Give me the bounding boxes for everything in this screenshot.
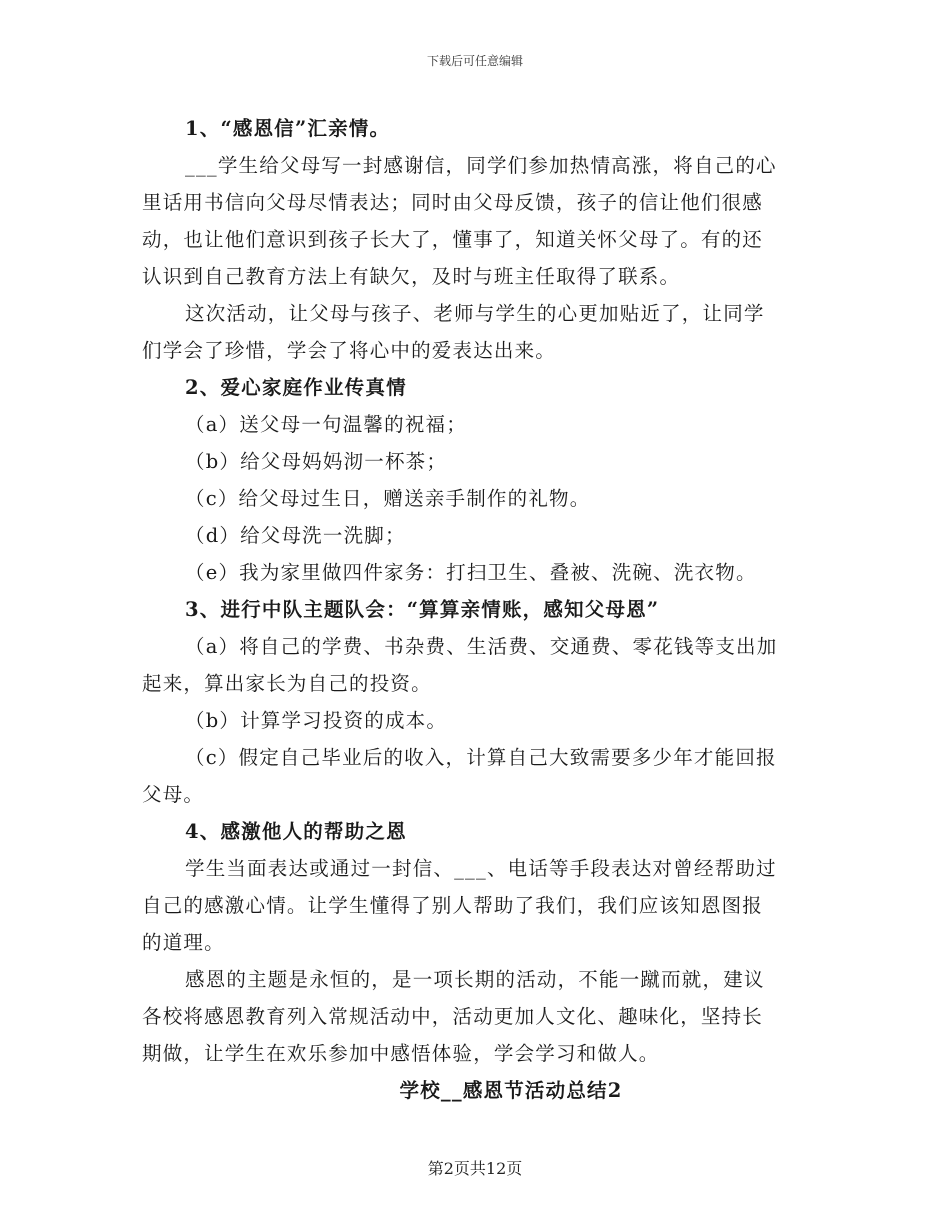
paragraph-line: 期做，让学生在欢乐参加中感悟体验，学会学习和做人。 (142, 1042, 660, 1065)
section-title: 学校__感恩节活动总结2 (399, 1079, 623, 1102)
paragraph-line: 的道理。 (142, 931, 225, 954)
paragraph-line: 感恩的主题是永恒的，是一项长期的活动，不能一蹴而就，建议 (185, 968, 765, 991)
paragraph-line: 们学会了珍惜，学会了将心中的爱表达出来。 (142, 339, 557, 362)
paragraph-line: 这次活动，让父母与孩子、老师与学生的心更加贴近了，让同学 (185, 302, 765, 325)
paragraph-line: （a）送父母一句温馨的祝福； (185, 413, 467, 436)
paragraph-line: （c）给父母过生日，赠送亲手制作的礼物。 (185, 487, 591, 510)
page-number-footer: 第2页共12页 (427, 1159, 523, 1178)
paragraph-line: 各校将感恩教育列入常规活动中，活动更加人文化、趣味化，坚持长 (142, 1005, 764, 1028)
paragraph-line: 里话用书信向父母尽情表达；同时由父母反馈，孩子的信让他们很感 (142, 191, 764, 214)
section-heading: 1、“感恩信”汇亲情。 (185, 117, 391, 140)
paragraph-line: （b）计算学习投资的成本。 (185, 709, 448, 732)
paragraph-line: 认识到自己教育方法上有缺欠，及时与班主任取得了联系。 (142, 265, 681, 288)
paragraph-line: （c）假定自己毕业后的收入，计算自己大致需要多少年才能回报 (185, 746, 777, 769)
header-note: 下载后可任意编辑 (426, 54, 523, 68)
paragraph-line: （a）将自己的学费、书杂费、生活费、交通费、零花钱等支出加 (185, 635, 778, 658)
section-heading: 3、进行中队主题队会：“算算亲情账，感知父母恩” (185, 598, 660, 621)
paragraph-line: 动，也让他们意识到孩子长大了，懂事了，知道关怀父母了。有的还 (142, 228, 764, 251)
paragraph-line: （b）给父母妈妈沏一杯茶； (185, 450, 448, 473)
section-heading: 2、爱心家庭作业传真情 (185, 376, 407, 399)
paragraph-line: （e）我为家里做四件家务：打扫卫生、叠被、洗碗、洗衣物。 (185, 561, 757, 584)
paragraph-line: 学生当面表达或通过一封信、___、电话等手段表达对曾经帮助过 (185, 857, 777, 880)
section-heading: 4、感激他人的帮助之恩 (185, 820, 407, 843)
paragraph-line: （d）给父母洗一洗脚； (185, 524, 406, 547)
paragraph-line: 自己的感激心情。让学生懂得了别人帮助了我们，我们应该知恩图报 (142, 894, 764, 917)
paragraph-line: 起来，算出家长为自己的投资。 (142, 672, 432, 695)
paragraph-line: 父母。 (142, 783, 205, 806)
paragraph-line: ___学生给父母写一封感谢信，同学们参加热情高涨，将自己的心 (185, 154, 777, 177)
document-body (142, 110, 810, 1109)
